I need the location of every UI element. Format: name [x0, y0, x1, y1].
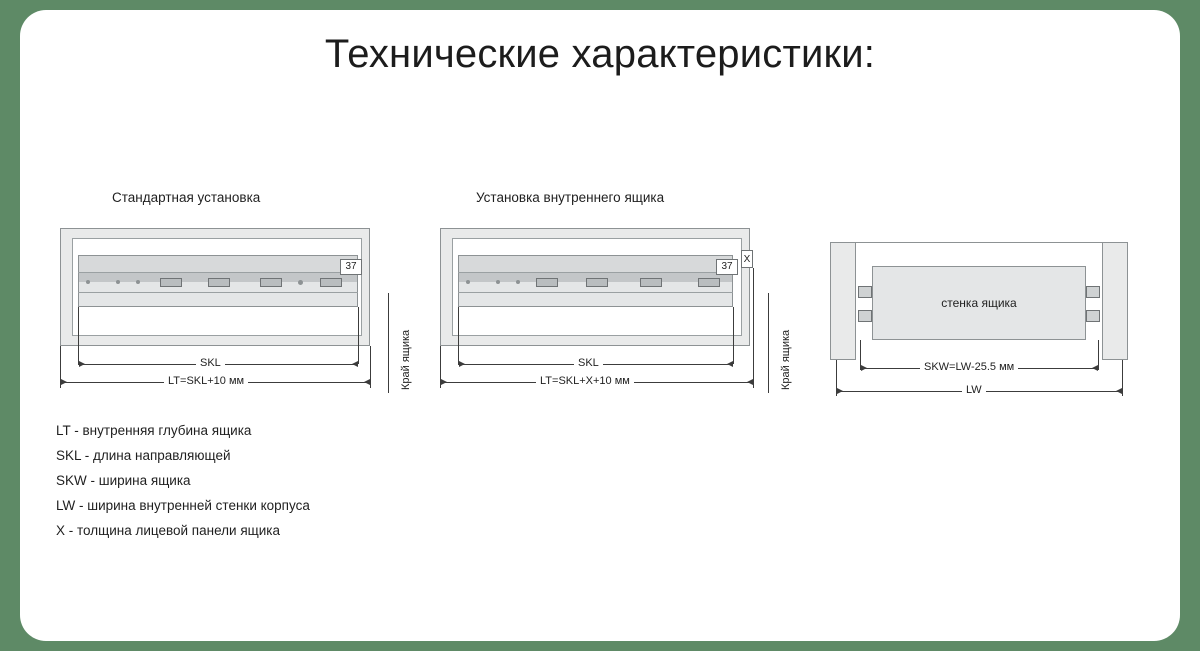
- rail-hole: [320, 278, 342, 287]
- legend-item-lw: LW - ширина внутренней стенки корпуса: [56, 498, 310, 513]
- lw-arrow-right: [1116, 388, 1122, 394]
- rail-dot: [116, 280, 120, 284]
- rail-hole: [208, 278, 230, 287]
- rail-hole: [536, 278, 558, 287]
- edge-line: [388, 293, 389, 393]
- lw-label: LW: [962, 384, 986, 396]
- skw-dim-tick-right: [1098, 340, 1099, 370]
- lt-arrow-right: [364, 379, 370, 385]
- rail-hole: [260, 278, 282, 287]
- drawer-wall-panel: стенка ящика: [872, 266, 1086, 340]
- legend-item-lt: LT - внутренняя глубина ящика: [56, 423, 252, 438]
- skl-arrow-right: [352, 361, 358, 367]
- rail-dot: [516, 280, 520, 284]
- lt-label: LT=SKL+10 мм: [164, 375, 248, 387]
- rail-hole: [640, 278, 662, 287]
- rail-dot: [496, 280, 500, 284]
- rail-line-top: [78, 272, 358, 273]
- rail-hole: [586, 278, 608, 287]
- cabinet-right-wall: [1102, 242, 1128, 360]
- skl-dim-tick-left: [78, 307, 79, 364]
- lt-arrow-right: [747, 379, 753, 385]
- left-bracket: [858, 310, 872, 322]
- skw-arrow-left: [861, 365, 867, 371]
- legend-item-x: X - толщина лицевой панели ящика: [56, 523, 280, 538]
- depth-marker-37: 37: [340, 259, 362, 275]
- rail-hole: [698, 278, 720, 287]
- edge-label: Край ящика: [780, 329, 792, 390]
- front-panel-thickness-marker: X: [741, 250, 753, 268]
- skl-arrow-left: [79, 361, 85, 367]
- lw-arrow-left: [837, 388, 843, 394]
- skl-label: SKL: [196, 357, 225, 369]
- skl-dim-tick-right: [358, 307, 359, 364]
- diagram-inner-drawer-installation: [410, 10, 810, 410]
- right-bracket: [1086, 286, 1100, 298]
- legend-item-skl: SKL - длина направляющей: [56, 448, 231, 463]
- legend: [56, 418, 310, 543]
- rail-dot: [298, 280, 303, 285]
- panel-1-caption: Стандартная установка: [112, 190, 261, 205]
- lw-dim-tick-right: [1122, 360, 1123, 396]
- depth-marker-37: 37: [716, 259, 738, 275]
- lt-label: LT=SKL+X+10 мм: [536, 375, 634, 387]
- left-bracket: [858, 286, 872, 298]
- lt-dim-tick-right: [753, 268, 754, 388]
- panel-2-caption: Установка внутреннего ящика: [476, 190, 665, 205]
- lt-arrow-left: [441, 379, 447, 385]
- rail-dot: [86, 280, 90, 284]
- skw-label: SKW=LW-25.5 мм: [920, 361, 1018, 373]
- legend-item-skw: SKW - ширина ящика: [56, 473, 191, 488]
- edge-label: Край ящика: [400, 329, 412, 390]
- right-bracket: [1086, 310, 1100, 322]
- skl-arrow-right: [727, 361, 733, 367]
- skw-arrow-right: [1092, 365, 1098, 371]
- rail-dot: [466, 280, 470, 284]
- page-title: Технические характеристики:: [324, 32, 876, 76]
- cabinet-left-wall: [830, 242, 856, 360]
- rail-hole: [160, 278, 182, 287]
- rail-line-bottom: [458, 292, 733, 293]
- cabinet-top-edge: [830, 242, 1128, 243]
- slide-card: [20, 10, 1180, 641]
- rail-line-bottom: [78, 292, 358, 293]
- skl-arrow-left: [459, 361, 465, 367]
- rail-dot: [136, 280, 140, 284]
- rail-line-top: [458, 272, 733, 273]
- diagram-front-view: [800, 10, 1180, 410]
- lt-arrow-left: [61, 379, 67, 385]
- skl-dim-tick-left: [458, 307, 459, 364]
- lt-dim-tick-right: [370, 346, 371, 388]
- skl-label: SKL: [574, 357, 603, 369]
- edge-line: [768, 293, 769, 393]
- skl-dim-tick-right: [733, 307, 734, 364]
- diagram-standard-installation: [20, 10, 420, 410]
